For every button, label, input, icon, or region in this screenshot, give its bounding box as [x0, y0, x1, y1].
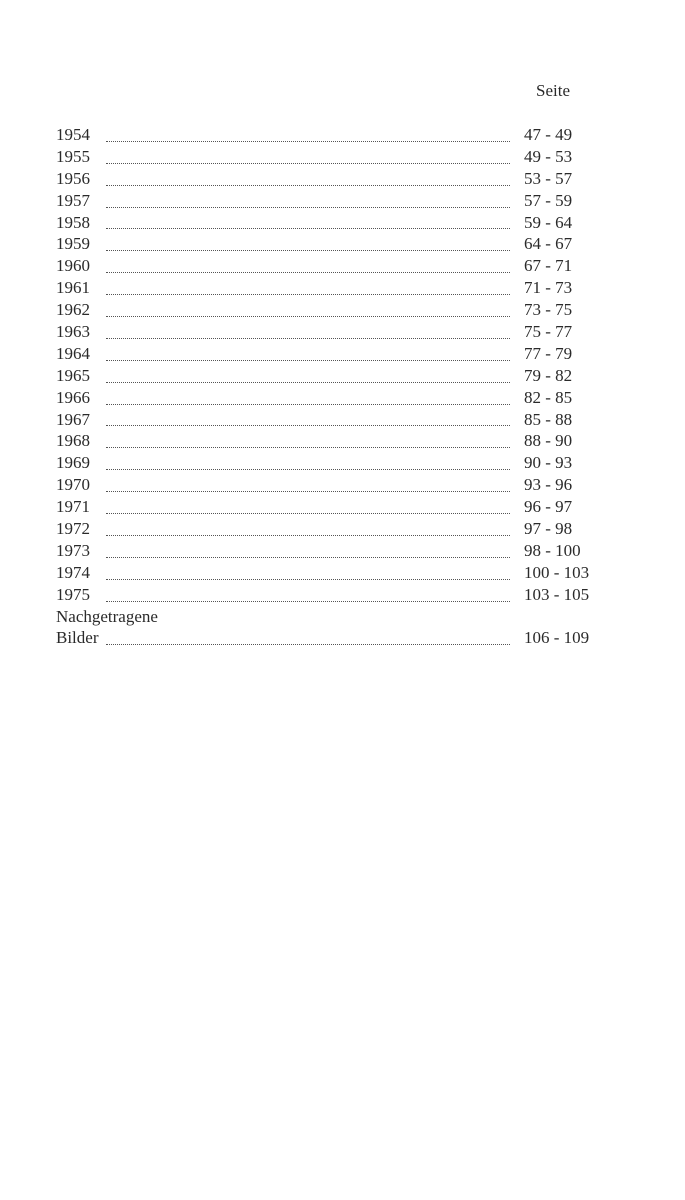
toc-page-range: 96 - 97 — [524, 497, 573, 517]
toc-row — [56, 540, 616, 562]
toc-page-range: 97 - 98 — [524, 519, 573, 539]
toc-year: 1959 — [56, 234, 90, 254]
toc-heading-nachgetragene: Nachgetragene — [56, 606, 158, 626]
dot-leader — [106, 577, 510, 580]
toc-label-bilder: Bilder — [56, 628, 99, 648]
toc-page-range: 57 - 59 — [524, 190, 573, 210]
toc-row — [56, 233, 616, 255]
dot-leader — [106, 270, 510, 273]
toc-year: 1962 — [56, 300, 90, 320]
toc-row — [56, 387, 616, 409]
toc-page-range: 53 - 57 — [524, 168, 573, 188]
toc-page-range: 75 - 77 — [524, 322, 573, 342]
dot-leader — [106, 358, 510, 361]
dot-leader — [106, 205, 510, 208]
toc-year: 1956 — [56, 168, 90, 188]
toc-page-range: 90 - 93 — [524, 453, 573, 473]
toc-row — [56, 584, 616, 606]
toc-row — [56, 409, 616, 431]
toc-row — [56, 321, 616, 343]
toc-row — [56, 190, 616, 212]
toc-page-range: 98 - 100 — [524, 540, 581, 560]
toc-row — [56, 452, 616, 474]
toc-year: 1975 — [56, 584, 90, 604]
toc-page-range: 73 - 75 — [524, 300, 573, 320]
dot-leader — [106, 314, 510, 317]
dot-leader — [106, 248, 510, 251]
toc-row-bilder — [56, 627, 616, 649]
toc-row — [56, 496, 616, 518]
toc-year: 1965 — [56, 365, 90, 385]
dot-leader — [106, 336, 510, 339]
toc-year: 1969 — [56, 453, 90, 473]
toc-page-range: 71 - 73 — [524, 278, 573, 298]
toc-page-range: 77 - 79 — [524, 343, 573, 363]
toc-year: 1958 — [56, 212, 90, 232]
dot-leader — [106, 445, 510, 448]
dot-leader — [106, 599, 510, 602]
dot-leader — [106, 380, 510, 383]
toc-row — [56, 562, 616, 584]
toc-row — [56, 365, 616, 387]
toc-page-range: 88 - 90 — [524, 431, 573, 451]
toc-page-range: 93 - 96 — [524, 475, 573, 495]
toc-year: 1955 — [56, 146, 90, 166]
toc-page-range: 106 - 109 — [524, 628, 590, 648]
toc-row — [56, 430, 616, 452]
toc-page-range: 67 - 71 — [524, 256, 573, 276]
dot-leader — [106, 533, 510, 536]
toc-row — [56, 518, 616, 540]
toc-year: 1972 — [56, 519, 90, 539]
toc-page-range: 79 - 82 — [524, 365, 573, 385]
table-of-contents — [56, 124, 616, 649]
toc-row — [56, 299, 616, 321]
dot-leader — [106, 226, 510, 229]
toc-year: 1974 — [56, 562, 90, 582]
toc-year: 1967 — [56, 409, 90, 429]
dot-leader — [106, 467, 510, 470]
dot-leader — [106, 511, 510, 514]
toc-page-range: 49 - 53 — [524, 146, 573, 166]
toc-row — [56, 343, 616, 365]
toc-year: 1963 — [56, 322, 90, 342]
dot-leader — [106, 139, 510, 142]
toc-row — [56, 212, 616, 234]
toc-page-range: 59 - 64 — [524, 212, 573, 232]
dot-leader — [106, 161, 510, 164]
toc-year: 1966 — [56, 387, 90, 407]
toc-page-range: 64 - 67 — [524, 234, 573, 254]
dot-leader — [106, 423, 510, 426]
dot-leader — [106, 402, 510, 405]
toc-year: 1968 — [56, 431, 90, 451]
toc-page-range: 85 - 88 — [524, 409, 573, 429]
dot-leader — [106, 292, 510, 295]
toc-year: 1964 — [56, 343, 90, 363]
dot-leader — [106, 555, 510, 558]
toc-year: 1961 — [56, 278, 90, 298]
toc-row — [56, 277, 616, 299]
toc-row — [56, 255, 616, 277]
toc-page-range: 100 - 103 — [524, 562, 590, 582]
toc-year: 1973 — [56, 540, 90, 560]
toc-page-range: 47 - 49 — [524, 125, 573, 144]
toc-row — [56, 168, 616, 190]
toc-row — [56, 474, 616, 496]
toc-page-range: 103 - 105 — [524, 584, 590, 604]
toc-year: 1971 — [56, 497, 90, 517]
toc-page-range: 82 - 85 — [524, 387, 573, 407]
dot-leader — [106, 642, 510, 645]
dot-leader — [106, 183, 510, 186]
dot-leader — [106, 489, 510, 492]
toc-year: 1970 — [56, 475, 90, 495]
toc-year: 1954 — [56, 125, 90, 144]
toc-row — [56, 124, 616, 146]
toc-row — [56, 146, 616, 168]
toc-year: 1960 — [56, 256, 90, 276]
column-header-seite: Seite — [536, 81, 570, 100]
toc-year: 1957 — [56, 190, 90, 210]
